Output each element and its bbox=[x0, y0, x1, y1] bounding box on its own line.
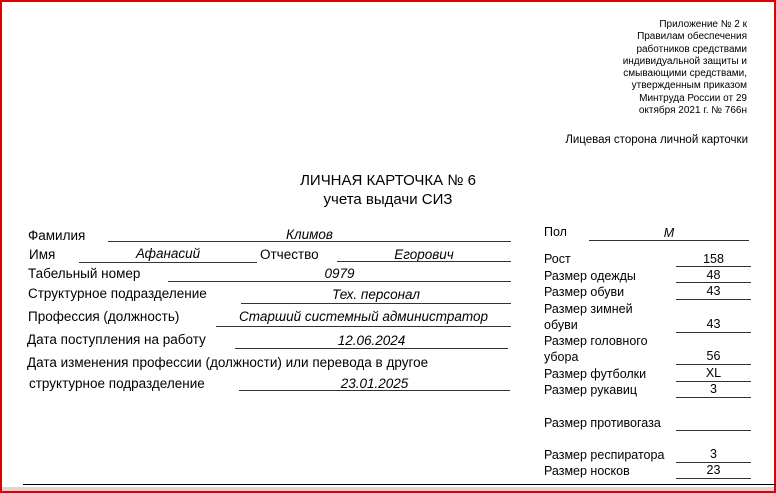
mittens-size-underline bbox=[676, 397, 751, 398]
headwear-size-label-2: убора bbox=[544, 350, 579, 364]
tab-number-underline bbox=[168, 281, 511, 282]
respirator-size-label: Размер респиратора bbox=[544, 448, 665, 462]
winter-shoe-size-value[interactable]: 43 bbox=[706, 317, 721, 331]
surname-value[interactable]: Климов bbox=[286, 227, 333, 242]
gas-mask-size-underline bbox=[676, 430, 751, 431]
gas-mask-size-label: Размер противогаза bbox=[544, 416, 661, 430]
profession-label: Профессия (должность) bbox=[28, 309, 180, 324]
name-label: Имя bbox=[29, 247, 56, 262]
respirator-size-value[interactable]: 3 bbox=[710, 447, 717, 461]
bottom-divider bbox=[23, 484, 776, 485]
appendix-line: Правилам обеспечения bbox=[637, 31, 747, 43]
clothing-size-underline bbox=[676, 282, 751, 283]
name-value[interactable]: Афанасий bbox=[135, 246, 201, 261]
sex-label: Пол bbox=[544, 225, 567, 239]
appendix-line: работников средствами bbox=[636, 43, 747, 55]
sex-value[interactable]: М bbox=[663, 226, 675, 240]
tshirt-size-value[interactable]: XL bbox=[705, 366, 722, 380]
division-label: Структурное подразделение bbox=[28, 286, 207, 301]
sex-underline bbox=[589, 240, 749, 241]
profession-underline bbox=[216, 326, 511, 327]
tab-number-value[interactable]: 0979 bbox=[324, 266, 355, 281]
card-subtitle: учета выдачи СИЗ bbox=[323, 191, 453, 208]
tshirt-size-label: Размер футболки bbox=[544, 367, 647, 381]
appendix-line: Приложение № 2 к bbox=[659, 19, 747, 30]
face-side-label: Лицевая сторона личной карточки bbox=[565, 134, 748, 146]
change-date-value[interactable]: 23.01.2025 bbox=[340, 376, 409, 391]
socks-size-underline bbox=[676, 478, 751, 479]
surname-underline bbox=[108, 241, 511, 242]
appendix-line: смывающими средствами, bbox=[623, 68, 747, 80]
height-value[interactable]: 158 bbox=[703, 252, 724, 266]
shoe-size-value[interactable]: 43 bbox=[706, 284, 721, 298]
shoe-size-underline bbox=[676, 299, 751, 300]
clothing-size-label: Размер одежды bbox=[544, 269, 636, 283]
hire-date-label: Дата поступления на работу bbox=[27, 332, 206, 347]
headwear-size-underline bbox=[676, 364, 751, 365]
clothing-size-value[interactable]: 48 bbox=[706, 268, 721, 282]
profession-value[interactable]: Старший системный администратор bbox=[239, 309, 488, 324]
appendix-line: Минтруда России от 29 bbox=[639, 92, 747, 104]
card-title: ЛИЧНАЯ КАРТОЧКА № 6 bbox=[300, 172, 476, 189]
name-underline bbox=[79, 262, 257, 263]
patronymic-underline bbox=[337, 261, 511, 262]
change-date-label-2: структурное подразделение bbox=[29, 376, 205, 391]
hire-date-value[interactable]: 12.06.2024 bbox=[337, 333, 406, 348]
appendix-line: утвержденным приказом bbox=[631, 80, 747, 92]
change-date-label: Дата изменения профессии (должности) или перевода в другое bbox=[27, 355, 429, 370]
socks-size-value[interactable]: 23 bbox=[706, 463, 721, 477]
change-date-underline bbox=[239, 390, 510, 391]
hire-date-underline bbox=[235, 348, 508, 349]
headwear-size-value[interactable]: 56 bbox=[706, 349, 721, 363]
page-bottom-edge bbox=[2, 487, 774, 491]
height-underline bbox=[676, 266, 751, 267]
headwear-size-label: Размер головного bbox=[544, 334, 648, 348]
winter-shoe-size-underline bbox=[676, 332, 751, 333]
tab-number-label: Табельный номер bbox=[28, 266, 141, 281]
division-underline bbox=[241, 303, 511, 304]
division-value[interactable]: Тех. персонал bbox=[331, 287, 421, 302]
patronymic-value[interactable]: Егорович bbox=[394, 247, 454, 262]
mittens-size-value[interactable]: 3 bbox=[710, 382, 717, 396]
height-label: Рост bbox=[544, 252, 571, 266]
shoe-size-label: Размер обуви bbox=[544, 285, 625, 299]
winter-shoe-size-label-2: обуви bbox=[544, 318, 578, 332]
winter-shoe-size-label: Размер зимней bbox=[544, 302, 633, 316]
socks-size-label: Размер носков bbox=[544, 464, 630, 478]
mittens-size-label: Размер рукавиц bbox=[544, 383, 637, 397]
appendix-line: октября 2021 г. № 766н bbox=[638, 105, 747, 117]
surname-label: Фамилия bbox=[28, 228, 86, 243]
patronymic-label: Отчество bbox=[260, 247, 319, 262]
appendix-line: индивидуальной защиты и bbox=[622, 55, 747, 67]
appendix-note bbox=[623, 19, 747, 117]
